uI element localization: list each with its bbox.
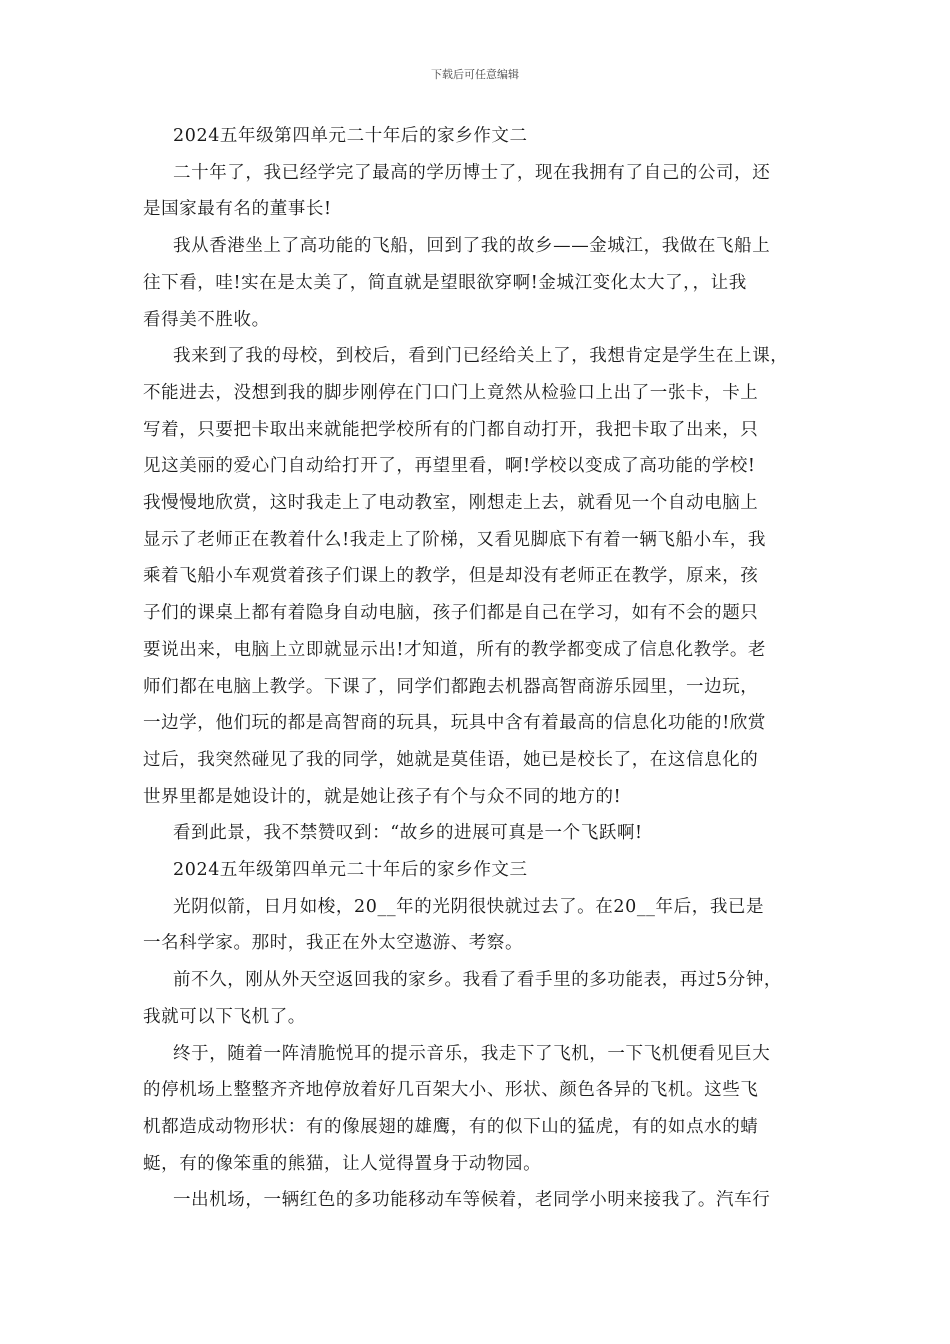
text-line: 一名科学家。那时，我正在外太空遨游、考察。 bbox=[143, 933, 524, 954]
text-line: 要说出来，电脑上立即就显示出!才知道，所有的教学都变成了信息化教学。老 bbox=[143, 639, 767, 660]
text-line: 2024五年级第四单元二十年后的家乡作文二 bbox=[173, 126, 528, 146]
text-line: 的停机场上整整齐齐地停放着好几百架大小、形状、颜色各异的飞机。这些飞 bbox=[143, 1080, 759, 1101]
text-line: 我来到了我的母校，到校后，看到门已经给关上了，我想肯定是学生在上课， bbox=[173, 346, 789, 367]
text-line: 子们的课桌上都有着隐身自动电脑，孩子们都是自己在学习，如有不会的题只 bbox=[143, 603, 759, 624]
text-line: 终于，随着一阵清脆悦耳的提示音乐，我走下了飞机，一下飞机便看见巨大 bbox=[173, 1043, 771, 1064]
text-line: 我就可以下飞机了。 bbox=[143, 1006, 306, 1027]
text-line: 是国家最有名的董事长! bbox=[143, 199, 332, 220]
text-line: 写着，只要把卡取出来就能把学校所有的门都自动打开，我把卡取了出来，只 bbox=[143, 419, 759, 440]
text-line: 乘着飞船小车观赏着孩子们课上的教学，但是却没有老师正在教学，原来，孩 bbox=[143, 566, 759, 587]
text-line: 师们都在电脑上教学。下课了，同学们都跑去机器高智商游乐园里，一边玩， bbox=[143, 676, 759, 697]
text-line: 一出机场，一辆红色的多功能移动车等候着，老同学小明来接我了。汽车行 bbox=[173, 1190, 771, 1211]
text-line: 见这美丽的爱心门自动给打开了，再望里看，啊!学校以变成了高功能的学校! bbox=[143, 456, 756, 477]
text-line: 光阴似箭，日月如梭，20__年的光阴很快就过去了。在20__年后，我已是 bbox=[173, 896, 765, 917]
text-line: 过后，我突然碰见了我的同学，她就是莫佳语，她已是校长了，在这信息化的 bbox=[143, 749, 759, 770]
page-header: 下载后可任意编辑 bbox=[431, 68, 519, 81]
text-line: 二十年了，我已经学完了最高的学历博士了，现在我拥有了自己的公司，还 bbox=[173, 162, 771, 183]
text-line: 世界里都是她设计的，就是她让孩子有个与众不同的地方的! bbox=[143, 786, 622, 807]
text-line: 蜓，有的像笨重的熊猫，让人觉得置身于动物园。 bbox=[143, 1153, 542, 1174]
text-line: 我从香港坐上了高功能的飞船，回到了我的故乡——金城江，我做在飞船上 bbox=[173, 236, 771, 257]
text-line: 看到此景，我不禁赞叹到：“故乡的进展可真是一个飞跃啊! bbox=[173, 823, 643, 844]
text-line: 往下看，哇!实在是太美了，简直就是望眼欲穿啊!金城江变化太大了，，让我 bbox=[143, 272, 747, 293]
text-line: 我慢慢地欣赏，这时我走上了电动教室，刚想走上去，就看见一个自动电脑上 bbox=[143, 493, 759, 514]
text-line: 看得美不胜收。 bbox=[143, 309, 270, 330]
text-line: 前不久，刚从外天空返回我的家乡。我看了看手里的多功能表，再过5分钟， bbox=[173, 970, 783, 991]
text-line: 不能进去，没想到我的脚步刚停在门口门上竟然从检验口上出了一张卡，卡上 bbox=[143, 382, 759, 403]
text-line: 2024五年级第四单元二十年后的家乡作文三 bbox=[173, 860, 528, 881]
text-line: 显示了老师正在教着什么!我走上了阶梯，又看见脚底下有着一辆飞船小车，我 bbox=[143, 529, 767, 550]
document-body bbox=[143, 118, 813, 1219]
text-line: 机都造成动物形状：有的像展翅的雄鹰，有的似下山的猛虎，有的如点水的蜻 bbox=[143, 1116, 759, 1137]
text-line: 一边学，他们玩的都是高智商的玩具，玩具中含有着最高的信息化功能的!欣赏 bbox=[143, 713, 767, 734]
